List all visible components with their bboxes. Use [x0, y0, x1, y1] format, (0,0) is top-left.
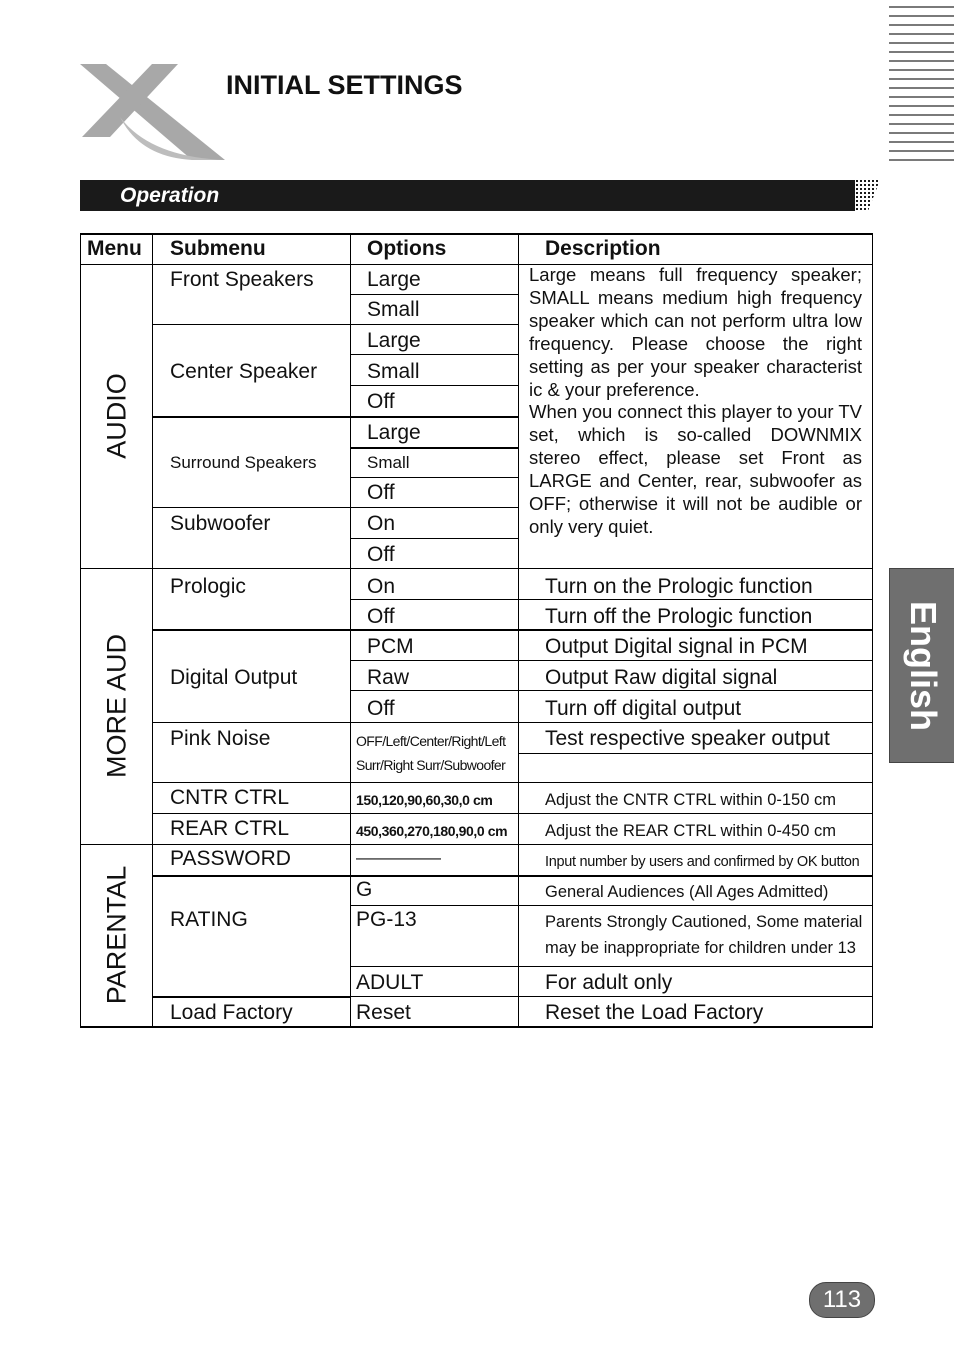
submenu-digital-output: Digital Output	[170, 666, 298, 689]
desc-rating-pg13-line2: may be inappropriate for children under 13	[545, 939, 856, 957]
option-rear-ctrl: 450,360,270,180,90,0 cm	[356, 823, 508, 839]
option-subwoofer-on: On	[367, 512, 396, 535]
option-surround-off: Off	[367, 481, 395, 504]
desc-password: Input number by users and confirmed by OK button	[545, 854, 860, 870]
option-surround-large: Large	[367, 421, 421, 444]
option-rating-g: G	[356, 878, 373, 901]
submenu-front-speakers: Front Speakers	[170, 268, 314, 291]
desc-rating-adult: For adult only	[545, 971, 673, 994]
submenu-prologic: Prologic	[170, 575, 246, 598]
desc-rating-g: General Audiences (All Ages Admitted)	[545, 883, 829, 901]
desc-pink-noise: Test respective speaker output	[545, 727, 830, 750]
option-cntr-ctrl: 150,120,90,60,30,0 cm	[356, 792, 493, 808]
audio-description-p2: When you connect this player to your TV set, which is so-called DOWNMIX stereo effect, please set Front as LARGE and Center, rear, subwoofer as OFF; otherwise it will not be audible or only very quiet.	[529, 401, 862, 537]
desc-digital-raw: Output Raw digital signal	[545, 666, 778, 689]
submenu-surround-speakers: Surround Speakers	[170, 453, 317, 472]
option-surround-small: Small	[367, 453, 410, 472]
page-number: 113	[809, 1282, 875, 1318]
desc-prologic-off: Turn off the Prologic function	[545, 605, 813, 628]
option-digital-off: Off	[367, 697, 395, 720]
submenu-center-speaker: Center Speaker	[170, 360, 318, 383]
desc-digital-pcm: Output Digital signal in PCM	[545, 635, 808, 658]
submenu-rating: RATING	[170, 908, 248, 931]
option-password: —————	[356, 848, 441, 867]
audio-description-p1: Large means full frequency speaker; SMALL means medium high frequency speaker which can not perform ultra low frequency. Please choose the right setting as per your speaker characterist ic & your preference.	[529, 264, 862, 400]
page-title: INITIAL SETTINGS	[226, 70, 463, 100]
option-front-small: Small	[367, 298, 420, 321]
desc-digital-off: Turn off digital output	[545, 697, 742, 720]
group-parental: PARENTAL	[101, 865, 132, 1005]
desc-rating-pg13-line1: Parents Strongly Cautioned, Some material	[545, 913, 863, 931]
corner-stripes-decoration	[889, 6, 954, 164]
option-digital-raw: Raw	[367, 666, 410, 689]
desc-cntr-ctrl: Adjust the CNTR CTRL within 0-150 cm	[545, 791, 836, 809]
brand-x-logo	[80, 62, 230, 162]
section-title: Operation	[120, 184, 220, 207]
option-rating-adult: ADULT	[356, 971, 424, 994]
language-tab-label: English	[902, 600, 944, 731]
option-load-factory-reset: Reset	[356, 1001, 411, 1024]
group-more-audio: MORE AUD	[101, 633, 132, 779]
desc-rear-ctrl: Adjust the REAR CTRL within 0-450 cm	[545, 822, 836, 840]
submenu-rear-ctrl: REAR CTRL	[170, 817, 290, 840]
option-subwoofer-off: Off	[367, 543, 395, 566]
group-audio: AUDIO	[101, 373, 132, 459]
submenu-load-factory: Load Factory	[170, 1001, 293, 1024]
desc-prologic-on: Turn on the Prologic function	[545, 575, 813, 598]
section-bar-dots	[840, 180, 880, 211]
option-prologic-on: On	[367, 575, 396, 598]
option-digital-pcm: PCM	[367, 635, 414, 658]
header-submenu: Submenu	[170, 237, 266, 260]
option-prologic-off: Off	[367, 605, 395, 628]
option-pink-noise-line2: Surr/Right Surr/Subwoofer	[356, 757, 506, 773]
option-center-large: Large	[367, 329, 421, 352]
option-front-large: Large	[367, 268, 421, 291]
desc-load-factory: Reset the Load Factory	[545, 1001, 764, 1024]
option-rating-pg13: PG-13	[356, 908, 417, 931]
header-menu: Menu	[87, 237, 142, 260]
submenu-pink-noise: Pink Noise	[170, 727, 271, 750]
submenu-password: PASSWORD	[170, 847, 291, 870]
submenu-subwoofer: Subwoofer	[170, 512, 271, 535]
option-pink-noise-line1: OFF/Left/Center/Right/Left	[356, 733, 506, 749]
header-description: Description	[545, 237, 661, 260]
language-tab[interactable]	[889, 568, 954, 763]
submenu-cntr-ctrl: CNTR CTRL	[170, 786, 289, 809]
option-center-off: Off	[367, 390, 395, 413]
option-center-small: Small	[367, 360, 420, 383]
section-bar	[80, 180, 855, 211]
audio-description	[529, 264, 862, 539]
header-options: Options	[367, 237, 447, 260]
